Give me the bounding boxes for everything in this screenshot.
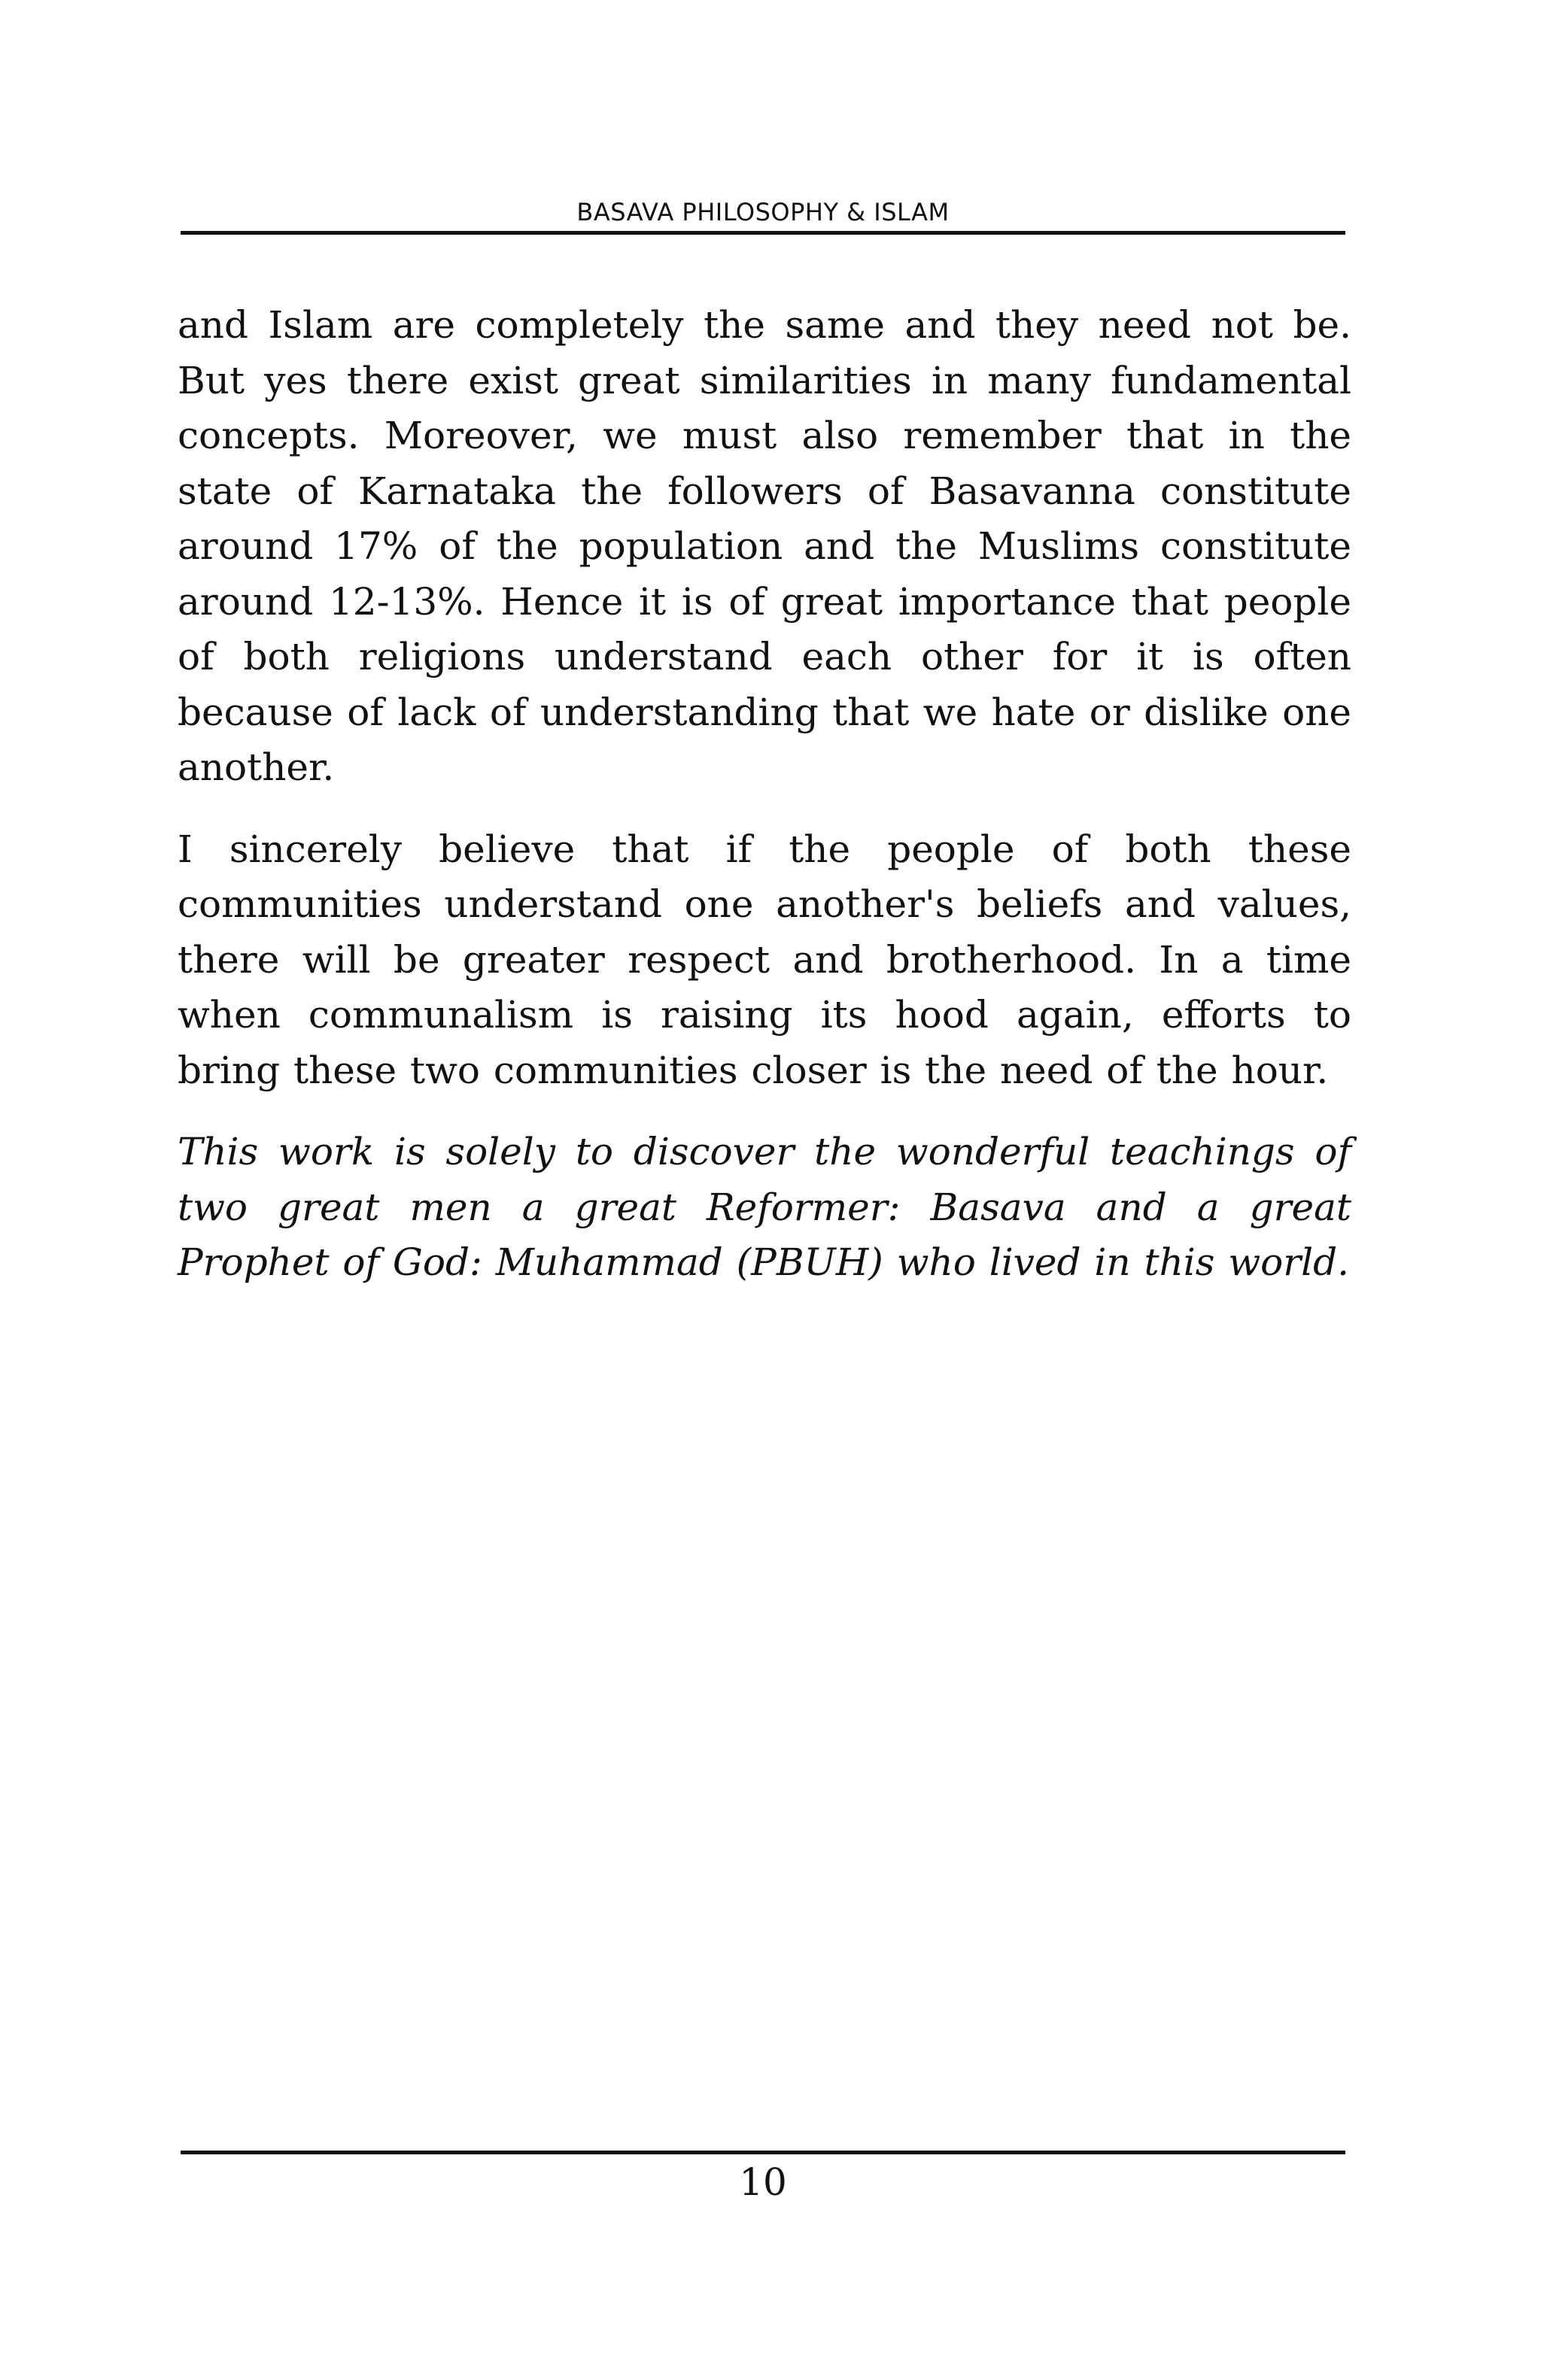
body-paragraph: I sincerely believe that if the people of both these communities understand one another's beliefs and values, there will be greater respect and brotherhood. In a time when communalism is raising its hood again, efforts to bring these two communities closer is the need of the hour. (178, 827, 1351, 1092)
page-number: 10 (739, 2160, 787, 2204)
body-paragraph: and Islam are completely the same and they need not be. But yes there exist great similarities in many fundamental concepts. Moreover, we must also remember that in the state of Karnataka the followers of Basavanna constitute around 17% of the population and the Muslims constitute around 12-13%. Hence it is of great importance that people of both religions understand each other for it is often because of lack of understanding that we hate or dislike one another. (178, 303, 1351, 789)
header-rule (181, 231, 1345, 235)
running-header: BASAVA PHILOSOPHY & ISLAM (576, 198, 950, 226)
footer-rule (181, 2151, 1345, 2154)
italic-paragraph: This work is solely to discover the wonderful teachings of two great men a great Reformer: Basava and a great Prophet of God: Muhammad (PBUH) who lived in this world. (178, 1130, 1351, 1284)
page-body (178, 298, 1351, 1317)
